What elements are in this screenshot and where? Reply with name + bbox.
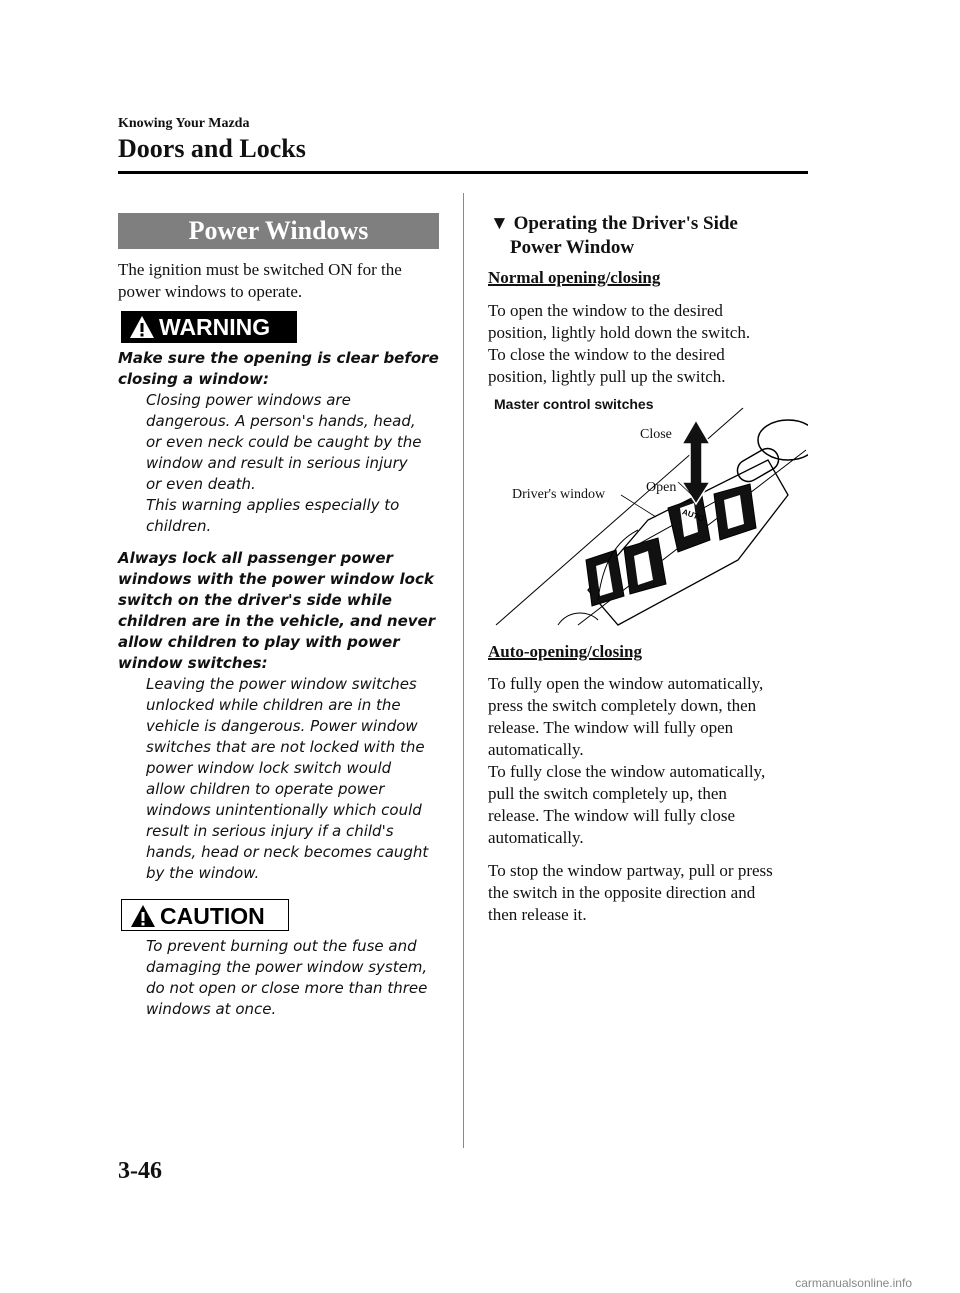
intro-text: The ignition must be switched ON for the power windows to operate. [118, 260, 402, 301]
warning-badge [121, 311, 297, 343]
close-label: Close [640, 427, 672, 442]
drivers-window-label: Driver's window [512, 487, 606, 502]
normal-heading: Normal opening/closing [488, 268, 661, 287]
stop-body: To stop the window partway, pull or press the switch in the opposite direction and then release it. [488, 861, 773, 924]
svg-text:AUTO: AUTO [680, 507, 706, 524]
footer-watermark: carmanualsonline.info [795, 1276, 912, 1290]
chapter-title: Doors and Locks [118, 134, 306, 163]
open-label: Open [646, 480, 677, 495]
page-number: 3-46 [118, 1158, 162, 1184]
auto-body: To fully open the window automatically, press the switch completely down, then release. The window will fully open automatically. To fully close the window automatically, pull the switch completely up, then release. The window will fully close automatically. [488, 674, 766, 847]
caution-triangle-icon [130, 904, 156, 928]
figure-caption: Master control switches [494, 396, 654, 412]
caution-badge [121, 899, 289, 931]
warning-1-heading: Make sure the opening is clear before closing a window: [118, 349, 439, 388]
warning-1-body: Closing power windows are dangerous. A person's hands, head, or even neck could be caught by the window and result in serious injury or even death. This warning applies especially to children. [146, 391, 422, 535]
column-divider [463, 193, 464, 1148]
caution-label: CAUTION [160, 903, 265, 929]
master-switch-illustration [488, 400, 808, 632]
caution-body: To prevent burning out the fuse and damaging the power window system, do not open or close more than three windows at once. [146, 937, 428, 1018]
section-label: Knowing Your Mazda [118, 116, 250, 131]
normal-body: To open the window to the desired position, lightly hold down the switch. To close the window to the desired position, lightly pull up the switch. [488, 301, 751, 386]
warning-2-body: Leaving the power window switches unlocked while children are in the vehicle is dangerous. Power window switches that are not locked with the power window lock switch would allow children to operate power windows unintentionally which could result in serious injury if a child's hands, head or neck becomes caught by the window. [146, 675, 429, 882]
header-rule [118, 171, 808, 174]
auto-heading: Auto-opening/closing [488, 642, 642, 661]
subsection-heading: ▼ Operating the Driver's Side Power Window [490, 213, 738, 258]
section-banner: Power Windows [118, 213, 439, 249]
warning-triangle-icon [129, 315, 155, 339]
warning-2-heading: Always lock all passenger power windows with the power window lock switch on the driver's side while children are in the vehicle, and never allow children to play with power window switches: [118, 549, 436, 672]
warning-label: WARNING [159, 314, 271, 340]
